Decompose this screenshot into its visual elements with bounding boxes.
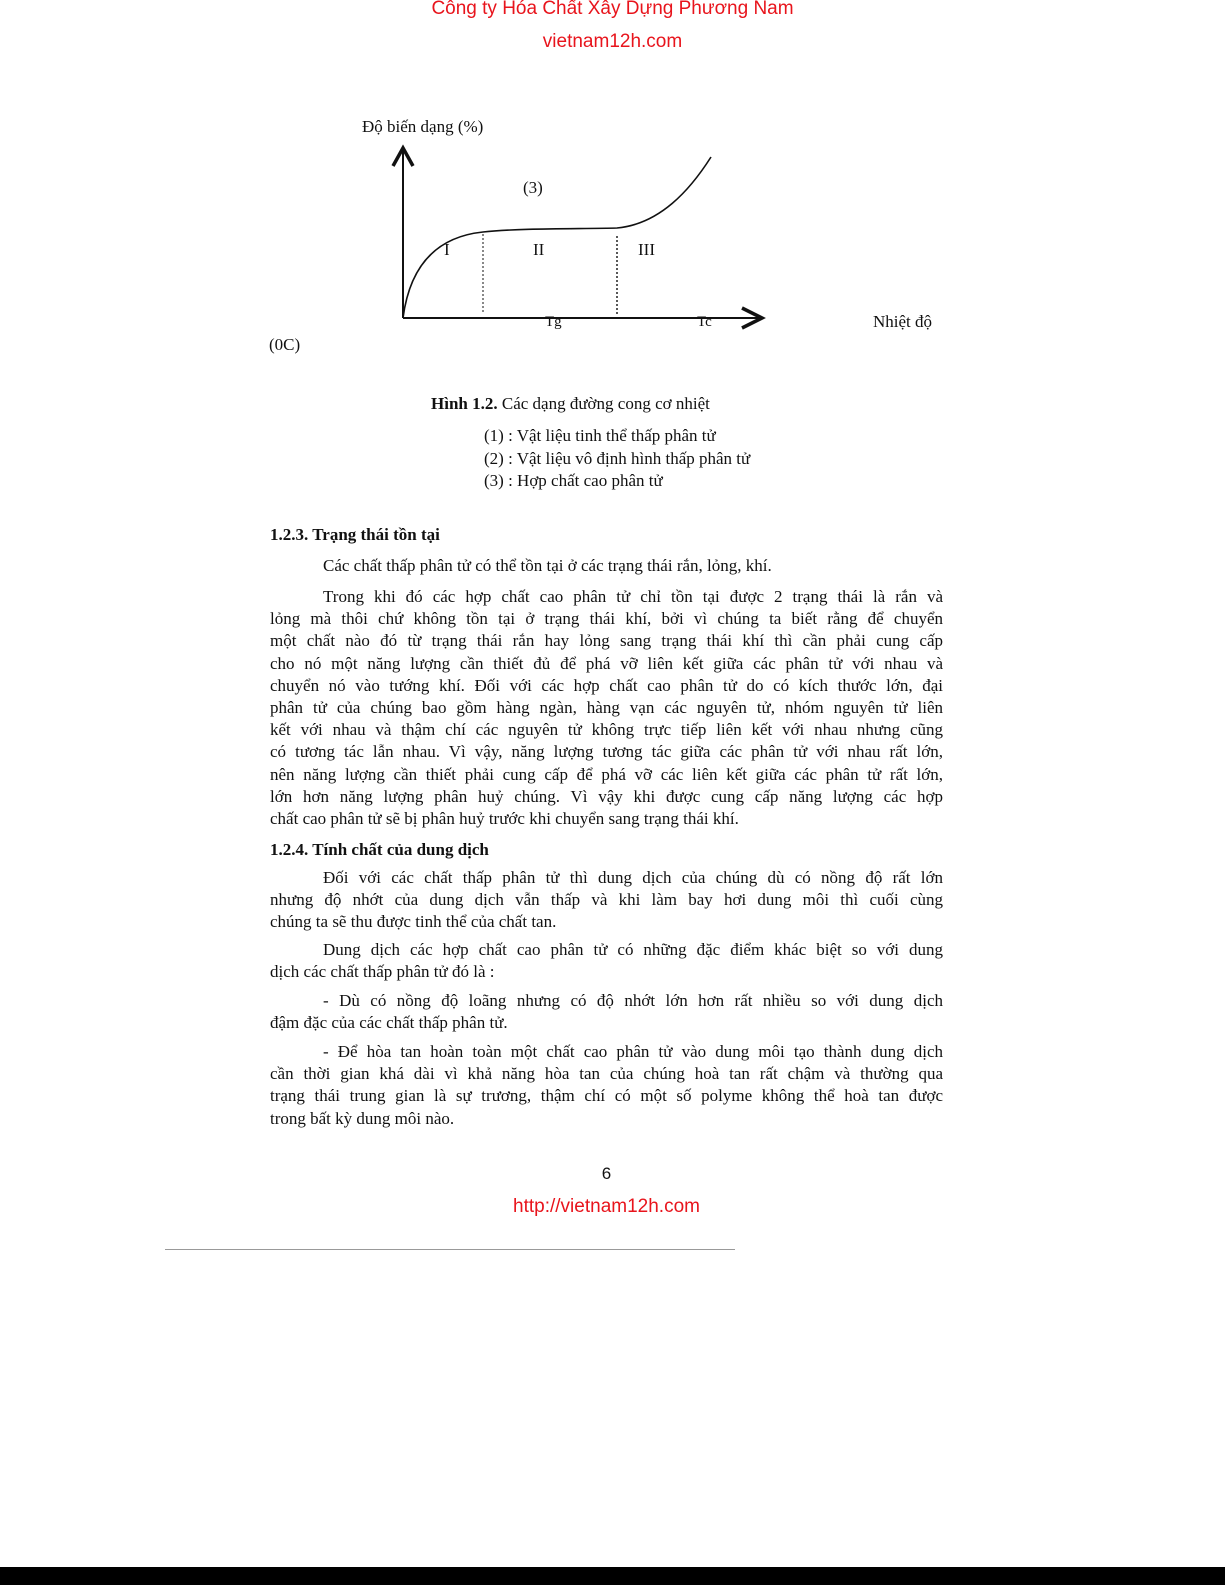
paragraph — [270, 939, 943, 983]
legend-item: (2) : Vật liệu vô định hình thấp phân tử — [484, 448, 751, 468]
paragraph-line: nhưng độ nhớt của dung dịch vẫn thấp và khi làm bay hơi dung môi thì cuối cùng — [270, 890, 943, 910]
paragraph — [270, 867, 943, 934]
paragraph-line: nên năng lượng cần thiết phải cung cấp để phá vỡ các liên kết giữa các phân tử rất lớn, — [270, 764, 943, 784]
paragraph-line: Dung dịch các hợp chất cao phân tử có những đặc điểm khác biệt so với dung — [323, 940, 943, 959]
paragraph-line: chúng ta sẽ thu được tinh thể của chất tan. — [270, 912, 557, 932]
caption-text: Các dạng đường cong cơ nhiệt — [497, 394, 710, 413]
footer-link[interactable]: http://vietnam12h.com — [513, 1196, 700, 1217]
paragraph-line: Đối với các chất thấp phân tử thì dung dịch của chúng dù có nồng độ rất lớn — [323, 868, 943, 887]
curve-label: (3) — [523, 178, 543, 197]
x-axis-label: Nhiệt độ — [873, 312, 933, 331]
section-heading: 1.2.4. Tính chất của dung dịch — [270, 840, 489, 859]
paragraph-line: Các chất thấp phân tử có thể tồn tại ở các trạng thái rắn, lỏng, khí. — [323, 556, 772, 575]
region-3-label: III — [638, 240, 655, 259]
bottom-bar — [0, 1567, 1225, 1585]
paragraph — [270, 990, 943, 1034]
paragraph-line: chất cao phân tử sẽ bị phân huỷ trước khi chuyển sang trạng thái khí. — [270, 808, 739, 828]
paragraph-line: lỏng mà thôi chứ không tồn tại ở trạng thái khí, bởi vì chúng ta biết rằng để chuyển — [270, 609, 943, 629]
paragraph-line: Trong khi đó các hợp chất cao phân tử chỉ tồn tại được 2 trạng thái là rắn và — [323, 587, 943, 606]
y-axis-label: Độ biến dạng (%) — [362, 117, 484, 136]
paragraph-line: dịch các chất thấp phân tử đó là : — [270, 962, 495, 982]
paragraph-line: trạng thái trung gian là sự trương, thậm chí có một số polyme không thể hoà tan được — [270, 1086, 943, 1106]
paragraph-line: có tương tác lẫn nhau. Vì vậy, năng lượng tương tác giữa các phân tử với nhau rất lớn, — [270, 742, 943, 762]
caption-number: Hình 1.2. — [431, 394, 498, 413]
region-1-label: I — [444, 240, 450, 259]
paragraph — [270, 555, 943, 577]
tg-label: Tg — [545, 314, 562, 330]
legend-item: (3) : Hợp chất cao phân tử — [484, 471, 663, 490]
section-heading: 1.2.3. Trạng thái tồn tại — [270, 525, 440, 544]
paragraph — [270, 1041, 943, 1130]
paragraph-line: trong bất kỳ dung môi nào. — [270, 1108, 455, 1128]
paragraph-line: kết với nhau và thậm chí các nguyên tử không trực tiếp liên kết với nhau nhưng cũng — [270, 720, 943, 740]
paragraph — [270, 586, 943, 830]
figure-caption — [431, 394, 710, 414]
paragraph-line: lớn hơn năng lượng phân huỷ chúng. Vì vậy khi được cung cấp năng lượng các hợp — [270, 786, 943, 806]
page-number: 6 — [601, 1164, 612, 1183]
header-company: Công ty Hóa Chất Xây Dựng Phương Nam — [431, 0, 794, 19]
paragraph-line: một chất nào đó từ trạng thái rắn hay lỏng sang trạng thái khí thì cần phải cung cấp — [270, 631, 943, 651]
region-2-label: II — [533, 240, 545, 259]
figure-legend — [484, 425, 750, 493]
header-site: vietnam12h.com — [542, 31, 683, 52]
tc-label: Tc — [697, 314, 712, 330]
paragraph-line: phân tử của chúng bao gồm hàng ngàn, hàng vạn các nguyên tử, nhóm nguyên tử liên — [270, 697, 943, 717]
thermomechanical-curve-figure — [0, 0, 1225, 370]
x-axis-unit: (0C) — [269, 335, 301, 354]
paragraph-line: chuyển nó vào tướng khí. Đối với các hợp chất cao phân tử do có kích thước lớn, đại — [270, 675, 943, 695]
page-divider — [165, 1249, 735, 1250]
paragraph-line: - Để hòa tan hoàn toàn một chất cao phân tử vào dung môi tạo thành dung dịch — [323, 1042, 943, 1061]
paragraph-line: cho nó một năng lượng cần thiết đủ để phá vỡ liên kết giữa các phân tử với nhau và — [270, 653, 943, 673]
paragraph-line: đậm đặc của các chất thấp phân tử. — [270, 1013, 508, 1033]
legend-item: (1) : Vật liệu tinh thể thấp phân tử — [484, 426, 716, 445]
paragraph-line: cần thời gian khá dài vì khả năng hòa tan của chúng hoà tan rất chậm và thường qua — [270, 1064, 943, 1084]
curve-3 — [403, 157, 711, 318]
paragraph-line: - Dù có nồng độ loãng nhưng có độ nhớt lớn hơn rất nhiều so với dung dịch — [323, 991, 943, 1010]
